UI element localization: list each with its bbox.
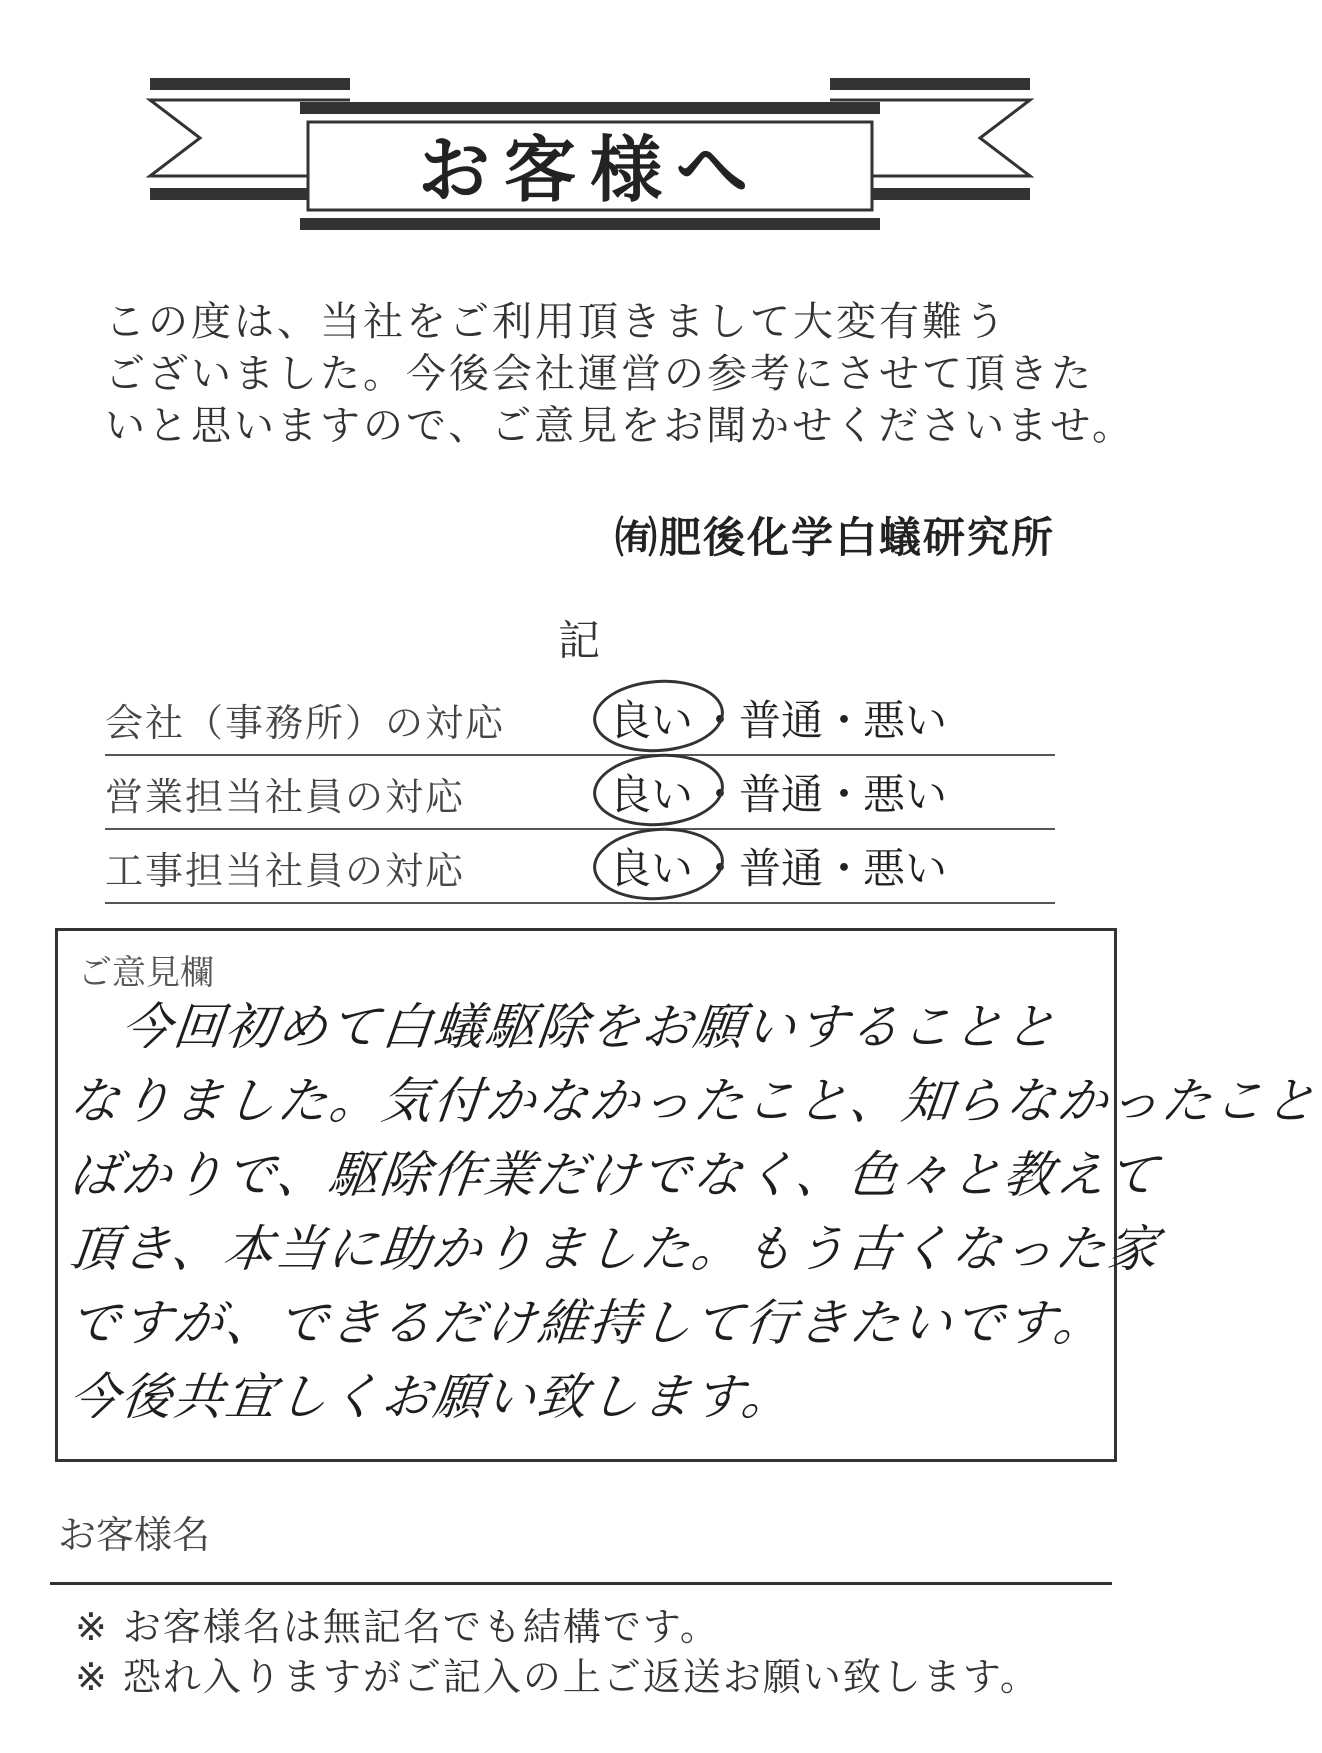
option-good-selected[interactable]: 良い	[603, 688, 699, 748]
intro-line-1: この度は、当社をご利用頂きまして大変有難う	[105, 299, 1008, 345]
option-good-selected[interactable]: 良い	[603, 762, 699, 822]
customer-name-field[interactable]	[50, 1582, 1112, 1585]
option-normal[interactable]: 普通	[739, 844, 824, 893]
rating-label: 工事担当社員の対応	[105, 849, 466, 893]
intro-line-2: ございました。今後会社運営の参考にさせて頂きた	[105, 351, 1094, 397]
comment-box[interactable]	[55, 928, 1321, 1462]
handwritten-line-6: 今後共宜しくお願い致します。	[66, 1368, 797, 1426]
page-title: お客様へ	[417, 127, 762, 212]
option-normal[interactable]: 普通	[739, 770, 824, 819]
handwritten-line-3: ばかりで、駆除作業だけでなく、色々と教えて	[66, 1146, 1163, 1204]
rating-label: 営業担当社員の対応	[105, 775, 466, 819]
note-1: ※ お客様名は無記名でも結構です。	[75, 1605, 720, 1649]
option-normal[interactable]: 普通	[739, 696, 824, 745]
rating-options: 良い ・普通・悪い	[603, 688, 947, 748]
handwritten-line-5: ですが、できるだけ維持して行きたいです。	[66, 1294, 1109, 1352]
rating-label: 会社（事務所）の対応	[105, 701, 506, 745]
option-bad[interactable]: 悪い	[863, 770, 948, 819]
intro-line-3: いと思いますので、ご意見をお聞かせくださいませ。	[105, 403, 1135, 449]
comment-label: ご意見欄	[78, 953, 214, 993]
company-name: ㈲肥後化学白蟻研究所	[614, 513, 1055, 562]
option-good-selected[interactable]: 良い	[603, 836, 699, 896]
title-banner	[150, 78, 1030, 258]
option-bad[interactable]: 悪い	[863, 696, 948, 745]
rating-row-construction	[105, 828, 1055, 904]
rating-options: 良い ・普通・悪い	[603, 762, 947, 822]
customer-name-label: お客様名	[58, 1513, 211, 1557]
option-bad[interactable]: 悪い	[863, 844, 948, 893]
rating-options: 良い ・普通・悪い	[603, 836, 947, 896]
rating-row-sales	[105, 754, 1055, 830]
note-2: ※ 恐れ入りますがご記入の上ご返送お願い致します。	[75, 1655, 1040, 1699]
rating-row-company	[105, 680, 1055, 756]
handwritten-line-4: 頂き、本当に助かりました。もう古くなった家	[66, 1220, 1163, 1278]
handwritten-line-2: なりました。気付かなかったこと、知らなかったこと	[66, 1072, 1321, 1130]
handwritten-line-1: 今回初めて白蟻駆除をお願いすることと	[66, 998, 1061, 1056]
ki-heading: 記	[558, 616, 601, 665]
